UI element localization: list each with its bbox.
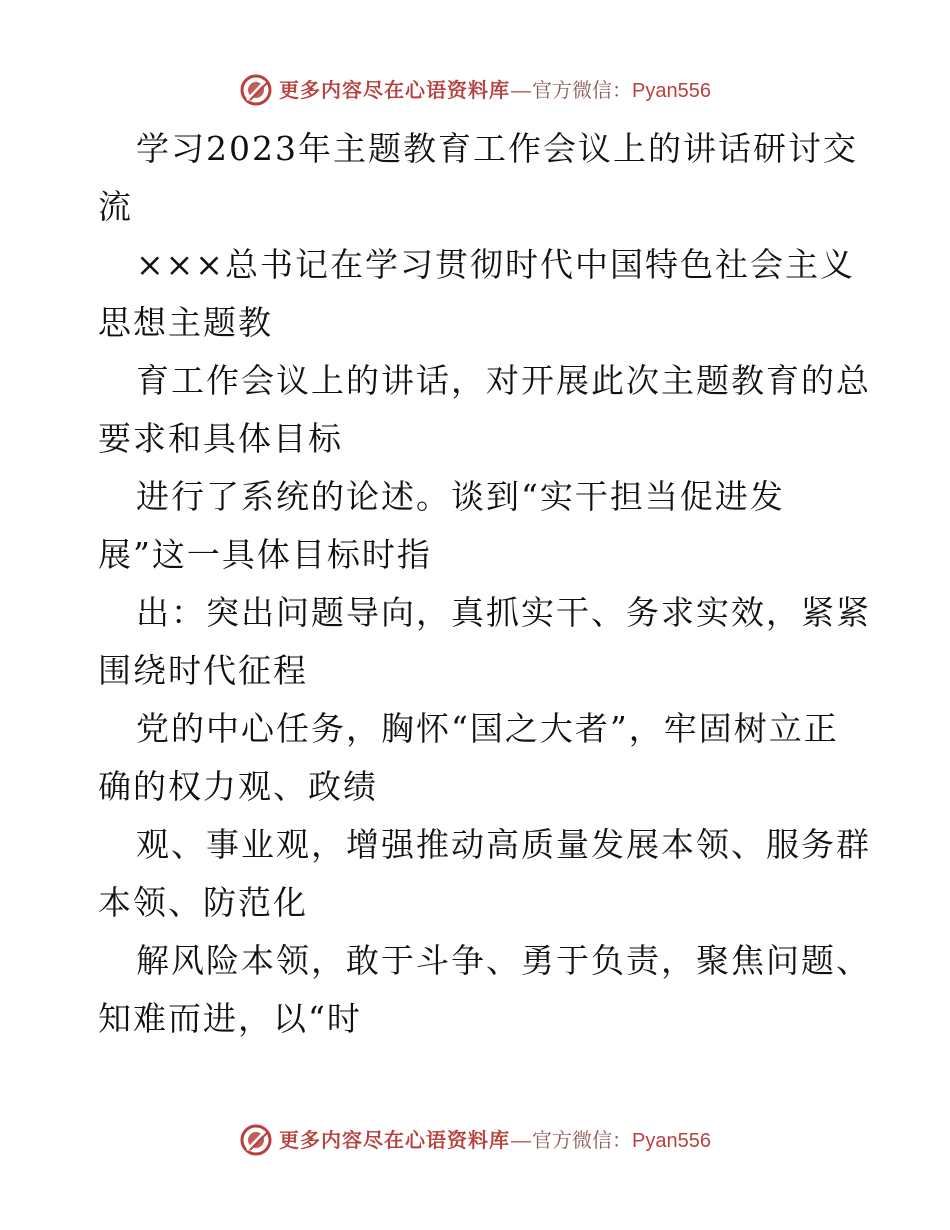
text-line: 要求和具体目标	[98, 419, 343, 458]
watermark-wechat-id: Pyan556	[632, 79, 711, 102]
text-line: 围绕时代征程	[98, 651, 308, 690]
text-line: 出：突出问题导向，真抓实干、务求实效，紧紧	[136, 593, 871, 632]
text-line: 进行了系统的论述。谈到“实干担当促进发	[136, 477, 785, 516]
watermark-separator: —	[511, 1129, 532, 1152]
text-line: 思想主题教	[98, 303, 273, 342]
seal-logo-icon	[239, 73, 273, 107]
text-line: ×××总书记在学习贯彻时代中国特色社会主义	[136, 245, 855, 284]
watermark-title: 更多内容尽在心语资料库	[279, 1127, 511, 1152]
watermark-label: 官方微信：	[532, 1127, 633, 1152]
text-line: 党的中心任务，胸怀“国之大者”，牢固树立正	[136, 709, 839, 748]
text-line: 学习2023年主题教育工作会议上的讲话研讨交	[136, 129, 858, 168]
text-line: 流	[98, 187, 133, 226]
seal-logo-icon	[239, 1123, 273, 1157]
text-line: 育工作会议上的讲话，对开展此次主题教育的总	[136, 361, 871, 400]
text-line: 解风险本领，敢于斗争、勇于负责，聚焦问题、	[136, 941, 871, 980]
text-line: 展”这一具体目标时指	[98, 535, 432, 574]
text-line: 知难而进，以“时	[98, 999, 362, 1038]
footer-watermark	[0, 1120, 950, 1160]
text-line: 确的权力观、政绩	[98, 767, 378, 806]
watermark-wechat-id: Pyan556	[632, 1129, 711, 1152]
header-watermark	[0, 70, 950, 110]
text-line: 观、事业观，增强推动高质量发展本领、服务群	[136, 825, 871, 864]
watermark-separator: —	[511, 79, 532, 102]
text-line: 本领、防范化	[98, 883, 308, 922]
watermark-title: 更多内容尽在心语资料库	[279, 77, 511, 102]
watermark-label: 官方微信：	[532, 77, 633, 102]
